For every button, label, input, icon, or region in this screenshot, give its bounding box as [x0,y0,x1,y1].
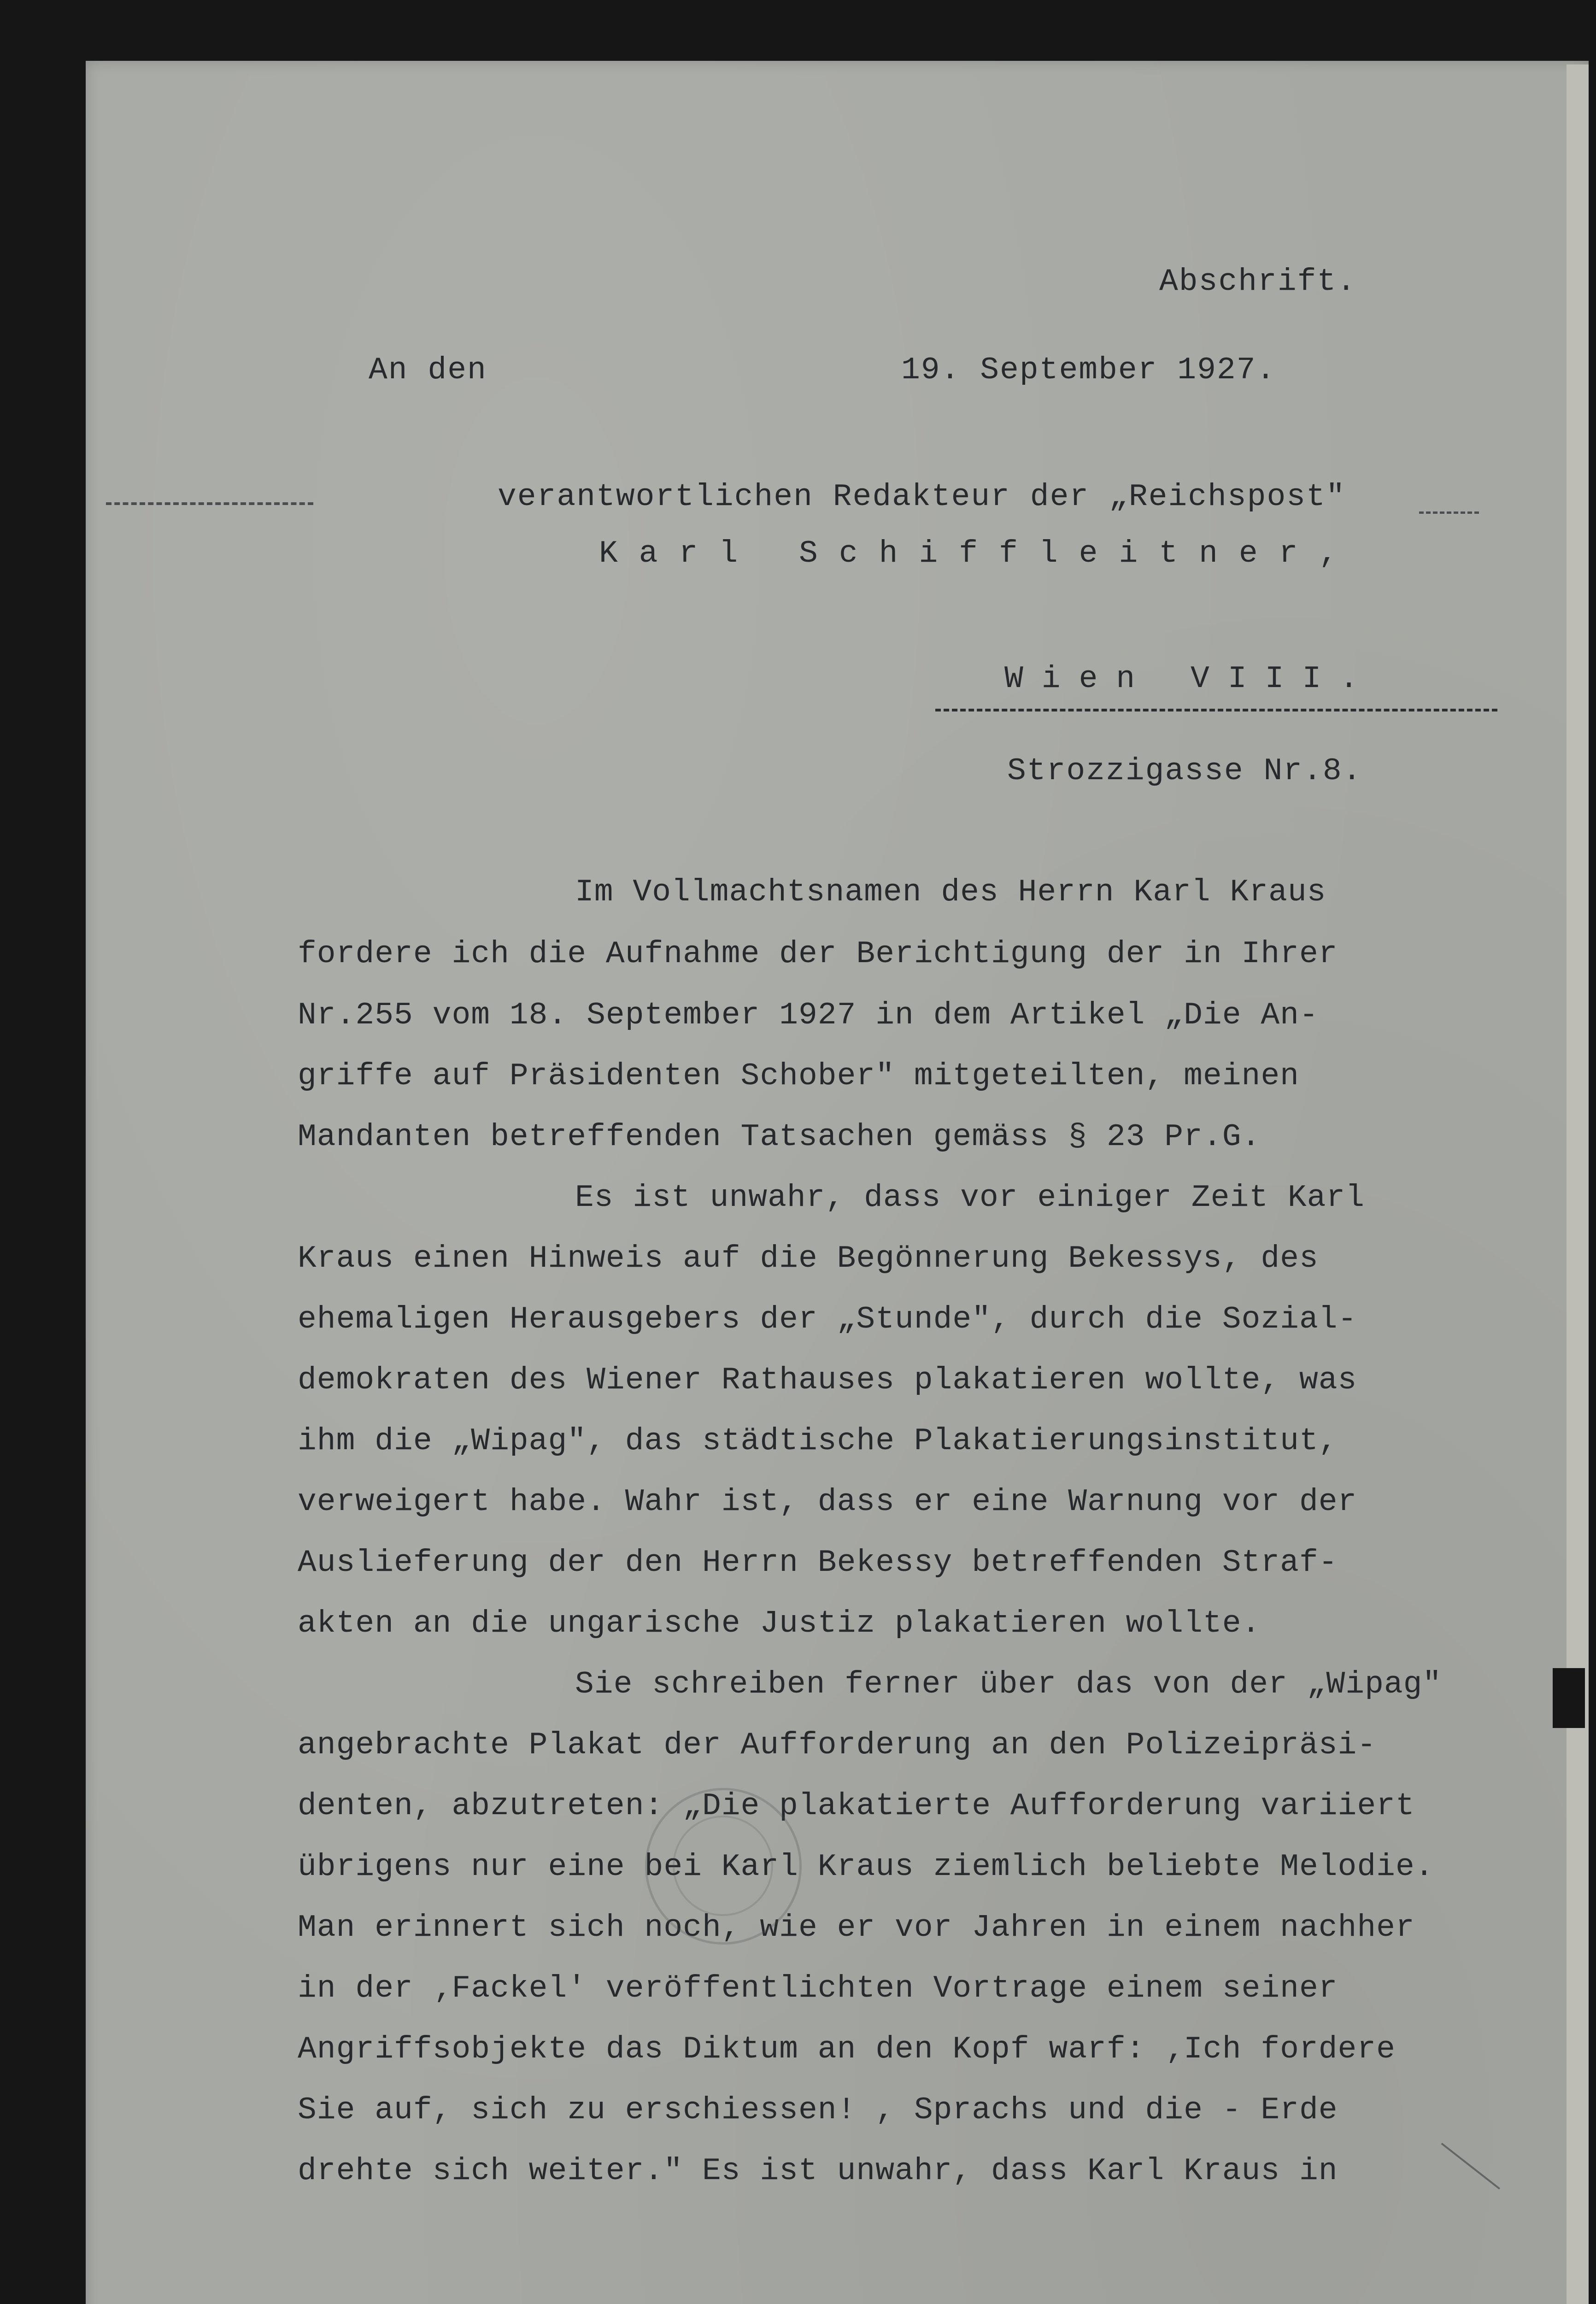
recipient-street: Strozzigasse Nr.8. [1007,753,1362,789]
body-line-22: drehte sich weiter." Es ist unwahr, dass Karl Kraus in [298,2153,1338,2189]
body-line-19: in der ‚Fackel' veröffentlichten Vortrage einem seiner [298,1971,1338,2006]
body-line-1: Im Vollmachtsnamen des Herrn Karl Kraus [575,875,1326,910]
body-line-21: Sie auf, sich zu erschiessen! , Sprachs und die - Erde [298,2092,1338,2128]
body-line-8: ehemaligen Herausgebers der „Stunde", durch die Sozial- [298,1302,1357,1337]
body-line-9: demokraten des Wiener Rathauses plakatieren wollte, was [298,1363,1357,1398]
body-line-7: Kraus einen Hinweis auf die Begönnerung Bekessys, des [298,1241,1319,1276]
faint-stamp-inner-ring [673,1816,773,1916]
recipient-city: Wien VIII. [1004,661,1377,697]
recipient-title: verantwortlichen Redakteur der „Reichspost" [498,479,1346,515]
body-line-15: angebrachte Plakat der Aufforderung an den Polizeipräsi- [298,1728,1377,1763]
body-line-3: Nr.255 vom 18. September 1927 in dem Artikel „Die An- [298,998,1319,1033]
city-underline [935,709,1497,711]
margin-dash-mark [106,502,313,505]
body-line-18: Man erinnert sich noch, wie er vor Jahren in einem nachher [298,1910,1415,1945]
body-line-16: denten, abzutreten: „Die plakatierte Aufforderung variiert [298,1788,1415,1824]
addressee-intro: An den [369,353,487,388]
body-line-2: fordere ich die Aufnahme der Berichtigung der in Ihrer [298,936,1338,972]
body-line-17: übrigens nur eine bei Karl Kraus ziemlich beliebte Melodie. [298,1849,1434,1885]
body-line-20: Angriffsobjekte das Diktum an den Kopf warf: ‚Ich fordere [298,2032,1396,2067]
body-line-4: griffe auf Präsidenten Schober" mitgeteilten, meinen [298,1058,1299,1094]
paper-notch [1553,1668,1585,1728]
body-line-12: Auslieferung der den Herrn Bekessy betreffenden Straf- [298,1545,1338,1581]
body-line-10: ihm die „Wipag", das städtische Plakatierungsinstitut, [298,1423,1338,1459]
body-line-11: verweigert habe. Wahr ist, dass er eine Warnung vor der [298,1484,1357,1520]
body-line-13: akten an die ungarische Justiz plakatieren wollte. [298,1606,1261,1641]
body-line-14: Sie schreiben ferner über das von der „Wipag" [575,1667,1442,1702]
copy-label: Abschrift. [1159,264,1357,300]
body-line-6: Es ist unwahr, dass vor einiger Zeit Karl [575,1180,1365,1216]
body-line-5: Mandanten betreffenden Tatsachen gemäss § 23 Pr.G. [298,1119,1261,1155]
margin-dash-mark-right [1419,511,1479,514]
paper-edge [1567,65,1589,2304]
letter-date: 19. September 1927. [901,353,1276,388]
recipient-name: Karl Schiffleitner, [599,536,1359,571]
